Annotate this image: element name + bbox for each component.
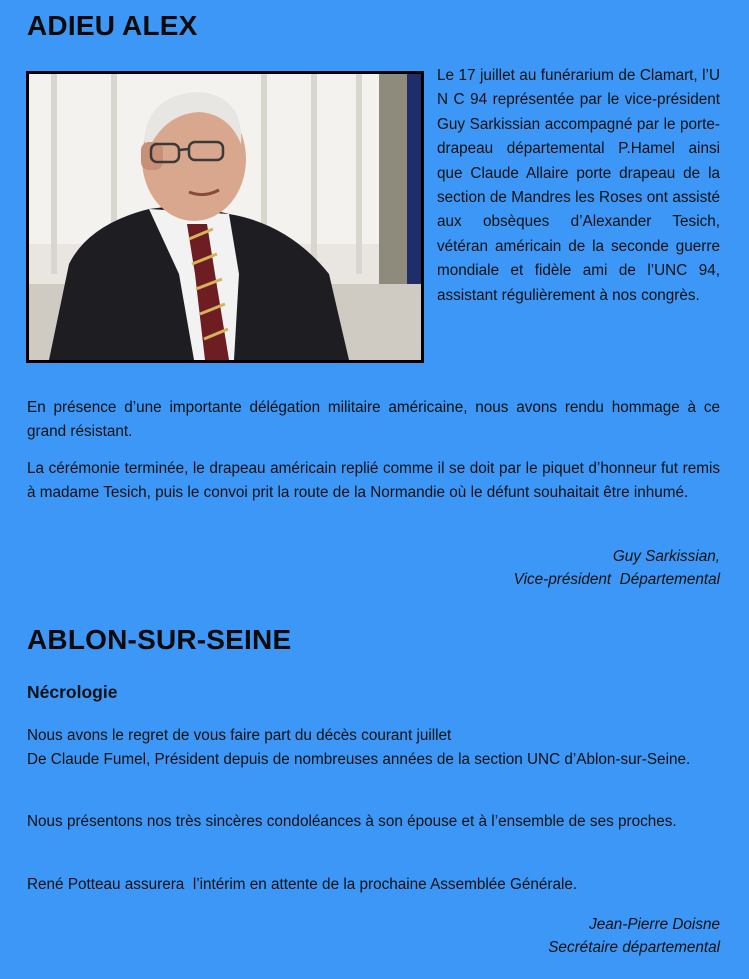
article1-signature-name: Guy Sarkissian, [612,548,720,565]
article2-subtitle: Nécrologie [27,682,118,702]
article-title-ablon-sur-seine: ABLON-SUR-SEINE [27,624,292,655]
portrait-photo-illustration [29,74,421,360]
article-title-adieu-alex: ADIEU ALEX [27,10,198,41]
article2-signature-name: Jean-Pierre Doisne [589,916,720,933]
article1-signature-role: Vice-président Départemental [513,570,720,588]
article2-paragraph-1-line-1: Nous avons le regret de vous faire part du décès courant juillet [27,727,452,744]
article1-paragraph-2: La cérémonie terminée, le drapeau américain replié comme il se doit par le piquet d’honneur fut remis à madame Tesich, puis le convoi prit la route de la Normandie où le défunt souhaitait être inhumé. [27,460,720,501]
portrait-photo [26,71,424,363]
article2-paragraph-3: René Potteau assurera l’intérim en attente de la prochaine Assemblée Générale. [27,876,578,893]
article1-intro-text: Le 17 juillet au funérarium de Clamart, l’U N C 94 représentée par le vice-président Guy Sarkissian accompagné par le porte-drapeau départemental P.Hamel ainsi que Claude Allaire porte drapeau de la section de Mandres les Roses ont assisté aux obsèques d’Alexander Tesich, vétéran américain de la seconde guerre mondiale et fidèle ami de l’UNC 94, assistant régulièrement à nos congrès. [437,67,720,304]
article2-signature [548,914,720,959]
article1-paragraph-1: En présence d’une importante délégation militaire américaine, nous avons rendu hommage à ce grand résistant. [27,399,720,440]
article2-paragraph-2: Nous présentons nos très sincères condoléances à son épouse et à l’ensemble de ses proches. [27,813,677,830]
article2-paragraph-1-line-2: De Claude Fumel, Président depuis de nombreuses années de la section UNC d’Ablon-sur-Seine. [27,750,691,768]
article2-signature-role: Secrétaire départemental [548,938,720,956]
article1-signature [514,546,720,591]
article2-paragraph-1 [27,724,720,771]
